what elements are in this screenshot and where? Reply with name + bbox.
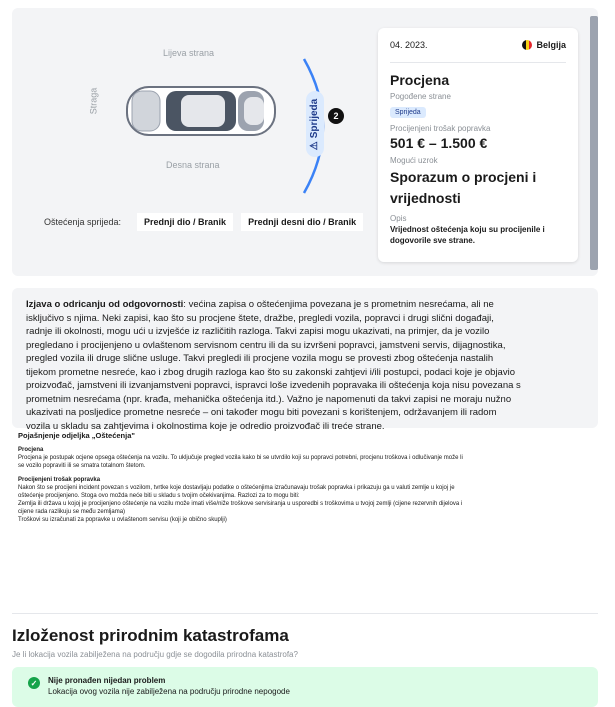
cause-label: Mogući uzrok	[390, 156, 438, 165]
procjena-heading: Procjena	[18, 447, 44, 453]
status-text: Lokacija ovog vozila nije zabilježena na području prirodne nepogode	[48, 687, 290, 696]
damage-chip: Prednji desni dio / Branik	[241, 213, 363, 231]
description-line: Vrijednost oštećenja koju su procijenile i	[390, 225, 545, 234]
record-header	[390, 28, 566, 63]
country-name: Belgija	[536, 40, 566, 50]
disclaimer-line: pregled vozila ili druge slične usluge. Takvi pregledi ili procjene vozila mogu se provesti zbog oštećenja nastalih	[26, 353, 494, 364]
disclaimer-line	[26, 298, 586, 312]
description-line: dogovorile sve strane.	[390, 236, 475, 245]
left-side-label: Lijeva strana	[163, 48, 215, 58]
right-side-label: Desna strana	[166, 160, 220, 170]
explanation-line: Troškovi su izračunati za popravke u ovlaštenom servisu (koji je obično skuplji)	[18, 517, 227, 523]
explanation-line: se vozilo popraviti ili se smatra totalnom štetom.	[18, 463, 146, 469]
disclaimer-text: : većina zapisa o oštećenjima povezana je s prometnim nesrećama, ali ne	[183, 299, 494, 310]
explanation-line: oštećenje procijenjeno. Stoga ovo možda neće biti u skladu s tvojim očekivanjima. Razlozi za to mogu biti:	[18, 493, 300, 499]
check-icon: ✓	[28, 677, 40, 689]
explanation-line: Zemlja ili država u kojoj je procijenjeno oštećenje na vozilu može imati više/niže troškove servisiranja u usporedbi s troškovima u tvojoj zemlji (cijene rezervnih dijelova i	[18, 501, 463, 507]
affected-side-tag: Sprijeda	[390, 107, 426, 118]
rear-label: Straga	[88, 87, 99, 115]
cause-value	[390, 167, 566, 209]
disasters-title: Izloženost prirodnim katastrofama	[12, 626, 289, 645]
damage-explanation	[18, 432, 593, 524]
explanation-line: cijene rada razlikuju se među zemljama)	[18, 509, 126, 515]
disclaimer-line: radnje ili okolnosti, mogu ući u izvješće iz različitih razloga. Takvi zapisi mogu ukazivati, na primjer, da je vozilo	[26, 326, 490, 337]
affected-sides-label: Pogođene strane	[390, 92, 451, 101]
section-divider	[12, 613, 598, 614]
explanation-line: Nakon što se procijeni incident povezan s vozilom, tvrtke koje dostavljaju podatke o oštećenjima izračunavaju trošak popravka i prikazuju ga u valuti zemlje u kojoj je	[18, 485, 455, 491]
front-label: Sprijeda	[309, 98, 321, 138]
description-label: Opis	[390, 214, 407, 223]
disclaimer-line: prometnim nesrećama (npr. krađa, mehanička oštećenja itd.). Važno je napomenuti da takvi zapisi ne moraju nužno	[26, 393, 512, 405]
disclaimer-line: tijekom prometne nesreće, kao i zbog drugih razloga kao što su zakonski zahtjevi i/ili postupci, podaci koje je objavio	[26, 366, 515, 378]
cost-label: Procijenjeni trošak popravka	[390, 124, 491, 133]
explanation-title: Pojašnjenje odjeljka „Oštećenja"	[18, 431, 135, 440]
vehicle-diagram	[82, 48, 342, 198]
cause-line: vrijednosti	[390, 190, 461, 206]
front-damage-list	[44, 213, 363, 231]
disclaimer-line: isključivo s njima. Neki zapisi, kao što su procjene štete, dražbe, pregledi vozila, popravci i drugi slični događaji,	[26, 312, 494, 324]
disclaimer-line: proizvođač, jamstveni ili izvanjamstveni popravci, ispravci loše izvedenih popravaka ili oštećenja koja nisu povezana s	[26, 380, 521, 391]
belgium-flag-icon	[522, 40, 532, 50]
damage-overview-panel	[12, 8, 598, 276]
card-scrollbar[interactable]	[590, 16, 598, 270]
disclaimer-line: pregledano i procijenjeno u ovlaštenom servisnom centru ili da su izvršeni popravci, jamstveni servis, dijagnostika,	[26, 339, 506, 351]
damage-record-card	[378, 28, 578, 262]
record-date: 04. 2023.	[390, 40, 428, 50]
damage-chip: Prednji dio / Branik	[137, 213, 233, 231]
disclaimer-title: Izjava o odricanju od odgovornosti	[26, 299, 184, 310]
disclaimer-line: ukazivati na posljedice prometne nesreće – oni također mogu biti povezani s korištenjem, održavanjem ili radom	[26, 407, 497, 418]
disaster-status-box	[12, 667, 598, 707]
cost-value: 501 € – 1.500 €	[390, 135, 488, 151]
record-title: Procjena	[390, 72, 450, 88]
front-damage-label: Oštećenja sprijeda:	[44, 217, 122, 227]
front-damage-marker[interactable]	[306, 91, 324, 157]
country-indicator	[522, 40, 566, 50]
cause-line: Sporazum o procjeni i	[390, 169, 537, 185]
disclaimer-box	[12, 288, 598, 432]
status-title: Nije pronađen nijedan problem	[48, 676, 166, 685]
warning-icon: ⚠	[309, 140, 321, 150]
description-value	[390, 224, 566, 246]
cost-heading: Procijenjeni trošak popravka	[18, 477, 101, 483]
disclaimer-line: vozila u skladu sa zahtjevima i okolnostima koje je odredio proizvođač ili treće strane.	[26, 420, 385, 432]
explanation-line: Procjena je postupak ocjene opsega oštećenja na vozilu. To uključuje pregled vozila kako bi se utvrdilo koji su popravci potrebni, procjenu troškova i odlučivanje može li	[18, 455, 463, 461]
car-top-view-icon	[126, 81, 276, 141]
damage-count-badge: 2	[328, 108, 344, 124]
disasters-subtitle: Je li lokacija vozila zabilježena na području gdje se dogodila prirodna katastrofa?	[12, 650, 298, 659]
